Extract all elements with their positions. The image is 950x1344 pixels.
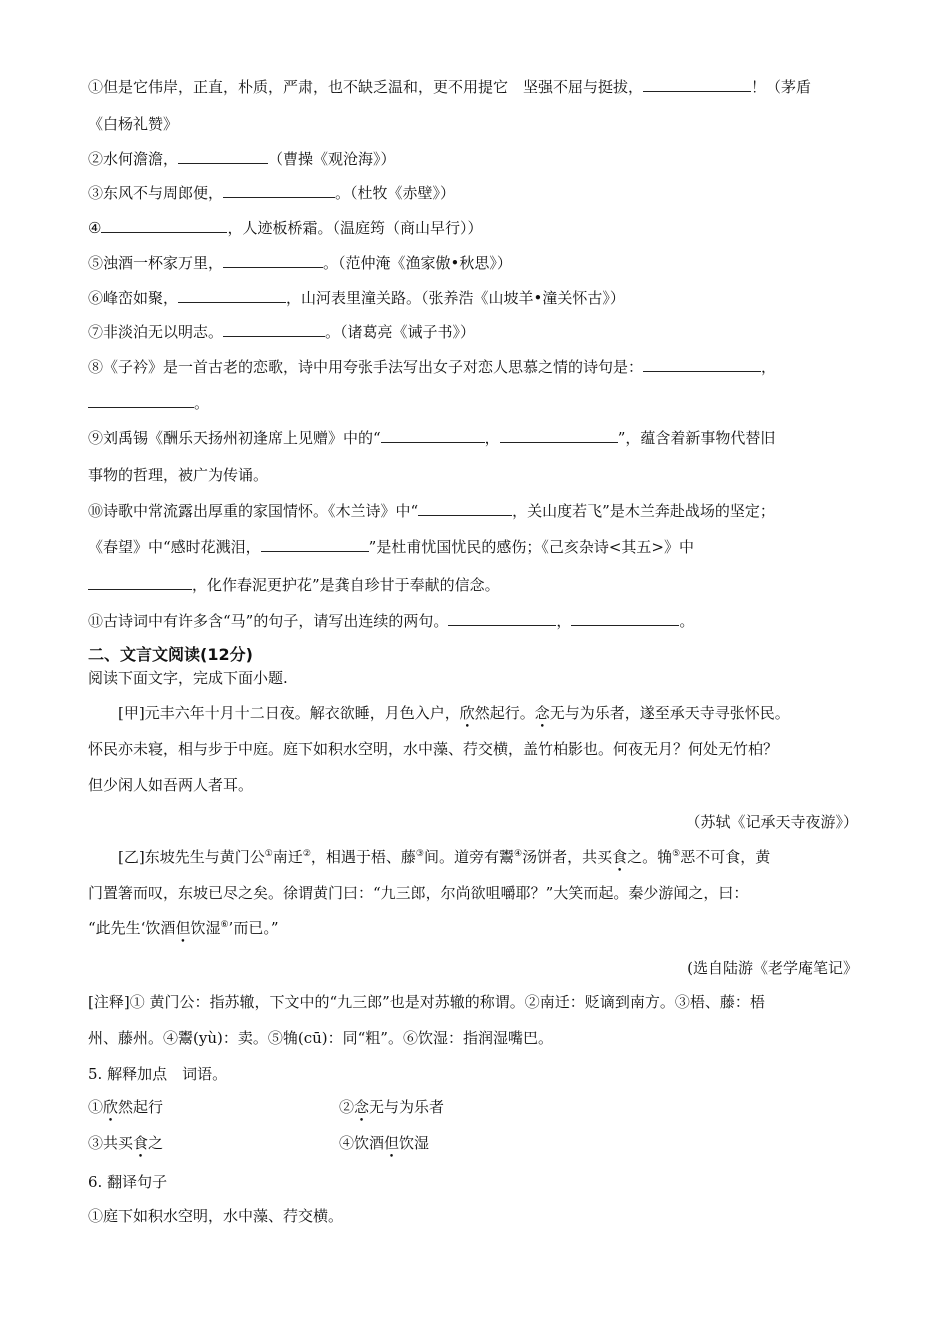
note-ref: ③ (415, 849, 424, 859)
note-ref: ① (264, 849, 273, 859)
answer-blank[interactable] (223, 253, 323, 268)
answer-blank[interactable] (178, 149, 268, 164)
note-ref: ④ (514, 849, 523, 859)
passage-jia-line: 但少闲人如吾两人者耳。 (88, 776, 254, 794)
question-5-title: 5. 解释加点 词语。 (88, 1065, 228, 1083)
dotted-char: 欣 (459, 704, 475, 722)
question-item-10: ⑩诗歌中常流露出厚重的家国情怀。《木兰诗》中“ ，关山度若飞”是木兰奔赴战场的坚定； (88, 502, 775, 520)
answer-blank[interactable] (448, 611, 556, 626)
question-item-4: ④ ，人迹板桥霜。（温庭筠（商山早行）） (88, 219, 483, 237)
answer-blank[interactable] (88, 393, 194, 408)
dotted-char: 念 (534, 704, 550, 722)
question-item-7: ⑦非淡泊无以明志。 。（诸葛亮《诫子书》） (88, 323, 476, 341)
question-5-item-3: ③共买食之 (88, 1134, 164, 1152)
answer-blank[interactable] (381, 428, 485, 443)
passage-yi-line: 门置箸而叹，东坡已尽之矣。徐谓黄门曰：“九三郎，尔尚欲咀嚼耶？”大笑而起。秦少游闻之，曰： (88, 884, 749, 902)
question-item-3: ③东风不与周郎便， 。（杜牧《赤壁》） (88, 184, 456, 202)
passage-yi-line: [乙]东坡先生与黄门公①南迁②，相遇于梧、藤③间。道旁有鬻④汤饼者，共买食之。觕⑤恶不可食，黄 (118, 848, 771, 866)
dotted-char: 食 (133, 1134, 149, 1152)
note-ref: ⑤ (672, 849, 681, 859)
passage-yi-line: “此先生‘饮酒但饮湿⑥’而已。” (88, 919, 279, 937)
answer-blank[interactable] (571, 611, 679, 626)
dotted-char: 但 (384, 1134, 400, 1152)
answer-blank[interactable] (178, 288, 286, 303)
dotted-char: 欣 (103, 1098, 119, 1116)
question-6-title: 6. 翻译句子 (88, 1173, 168, 1191)
section-title: 二、文言文阅读(12分) (88, 645, 253, 664)
answer-blank[interactable] (500, 428, 618, 443)
question-item-2: ②水何澹澹， （曹操《观沧海》） (88, 150, 396, 168)
question-5-item-4: ④饮酒但饮湿 (339, 1134, 430, 1152)
question-item-11: ⑪古诗词中有许多含“马”的句子，请写出连续的两句。 ， 。 (88, 612, 695, 630)
question-5-item-2: ②念无与为乐者 (339, 1098, 445, 1116)
answer-blank[interactable] (223, 322, 325, 337)
question-item-10-cont2: ，化作春泥更护花”是龚自珍甘于奉献的信念。 (88, 575, 500, 595)
question-item-6: ⑥峰峦如聚， ，山河表里潼关路。（张养浩《山坡羊•潼关怀古》） (88, 289, 625, 307)
answer-blank[interactable] (101, 218, 227, 233)
answer-blank[interactable] (261, 537, 369, 552)
question-item-9: ⑨刘禹锡《酬乐天扬州初逢席上见赠》中的“ ， ”，蕴含着新事物代替旧 (88, 429, 776, 447)
question-item-10-cont: 《春望》中“感时花溅泪， ”是杜甫忧国忧民的感伤；《己亥杂诗<其五>》中 (88, 538, 694, 556)
dotted-char: 念 (354, 1098, 370, 1116)
question-item-1-cont: 《白杨礼赞》 (88, 115, 179, 133)
question-item-9-cont: 事物的哲理，被广为传诵。 (88, 466, 269, 484)
notes-line: [注释]① 黄门公：指苏辙，下文中的“九三郎”也是对苏辙的称谓。②南迁：贬谪到南方。③梧、藤：梧 (88, 993, 765, 1011)
note-ref: ② (302, 849, 311, 859)
note-ref: ⑥ (220, 920, 229, 930)
question-item-1: ①但是它伟岸，正直，朴质，严肃，也不缺乏温和，更不用提它 坚强不屈与挺拔， ！（茅盾 (88, 78, 812, 96)
section-instruction: 阅读下面文字，完成下面小题. (88, 669, 288, 687)
dotted-char: 食 (612, 848, 628, 866)
answer-blank[interactable] (88, 575, 192, 590)
question-6-item-1: ①庭下如积水空明，水中藻、荇交横。 (88, 1207, 344, 1225)
question-item-8-cont: 。 (88, 393, 209, 413)
answer-blank[interactable] (223, 183, 335, 198)
answer-blank[interactable] (643, 77, 751, 92)
passage-yi-source: (选自陆游《老学庵笔记》 (687, 959, 858, 977)
passage-jia-line: 怀民亦未寝，相与步于中庭。庭下如积水空明，水中藻、荇交横，盖竹柏影也。何夜无月？何处无竹柏？ (88, 740, 779, 758)
notes-line: 州、藤州。④鬻(yù)：卖。⑤觕(cū)：同“粗”。⑥饮湿：指润湿嘴巴。 (88, 1029, 553, 1047)
question-5-item-1: ①欣然起行 (88, 1098, 164, 1116)
dotted-char: 但 (175, 919, 191, 937)
passage-jia-line: [甲]元丰六年十月十二日夜。解衣欲睡，月色入户，欣然起行。念无与为乐者，遂至承天寺寻张怀民。 (118, 704, 790, 722)
question-item-8: ⑧《子衿》是一首古老的恋歌，诗中用夸张手法写出女子对恋人思慕之情的诗句是： ， (88, 358, 777, 376)
answer-blank[interactable] (418, 501, 512, 516)
answer-blank[interactable] (643, 357, 761, 372)
question-item-5: ⑤浊酒一杯家万里， 。（范仲淹《渔家傲•秋思》） (88, 254, 512, 272)
passage-jia-source: （苏轼《记承天寺夜游》） (685, 813, 858, 831)
